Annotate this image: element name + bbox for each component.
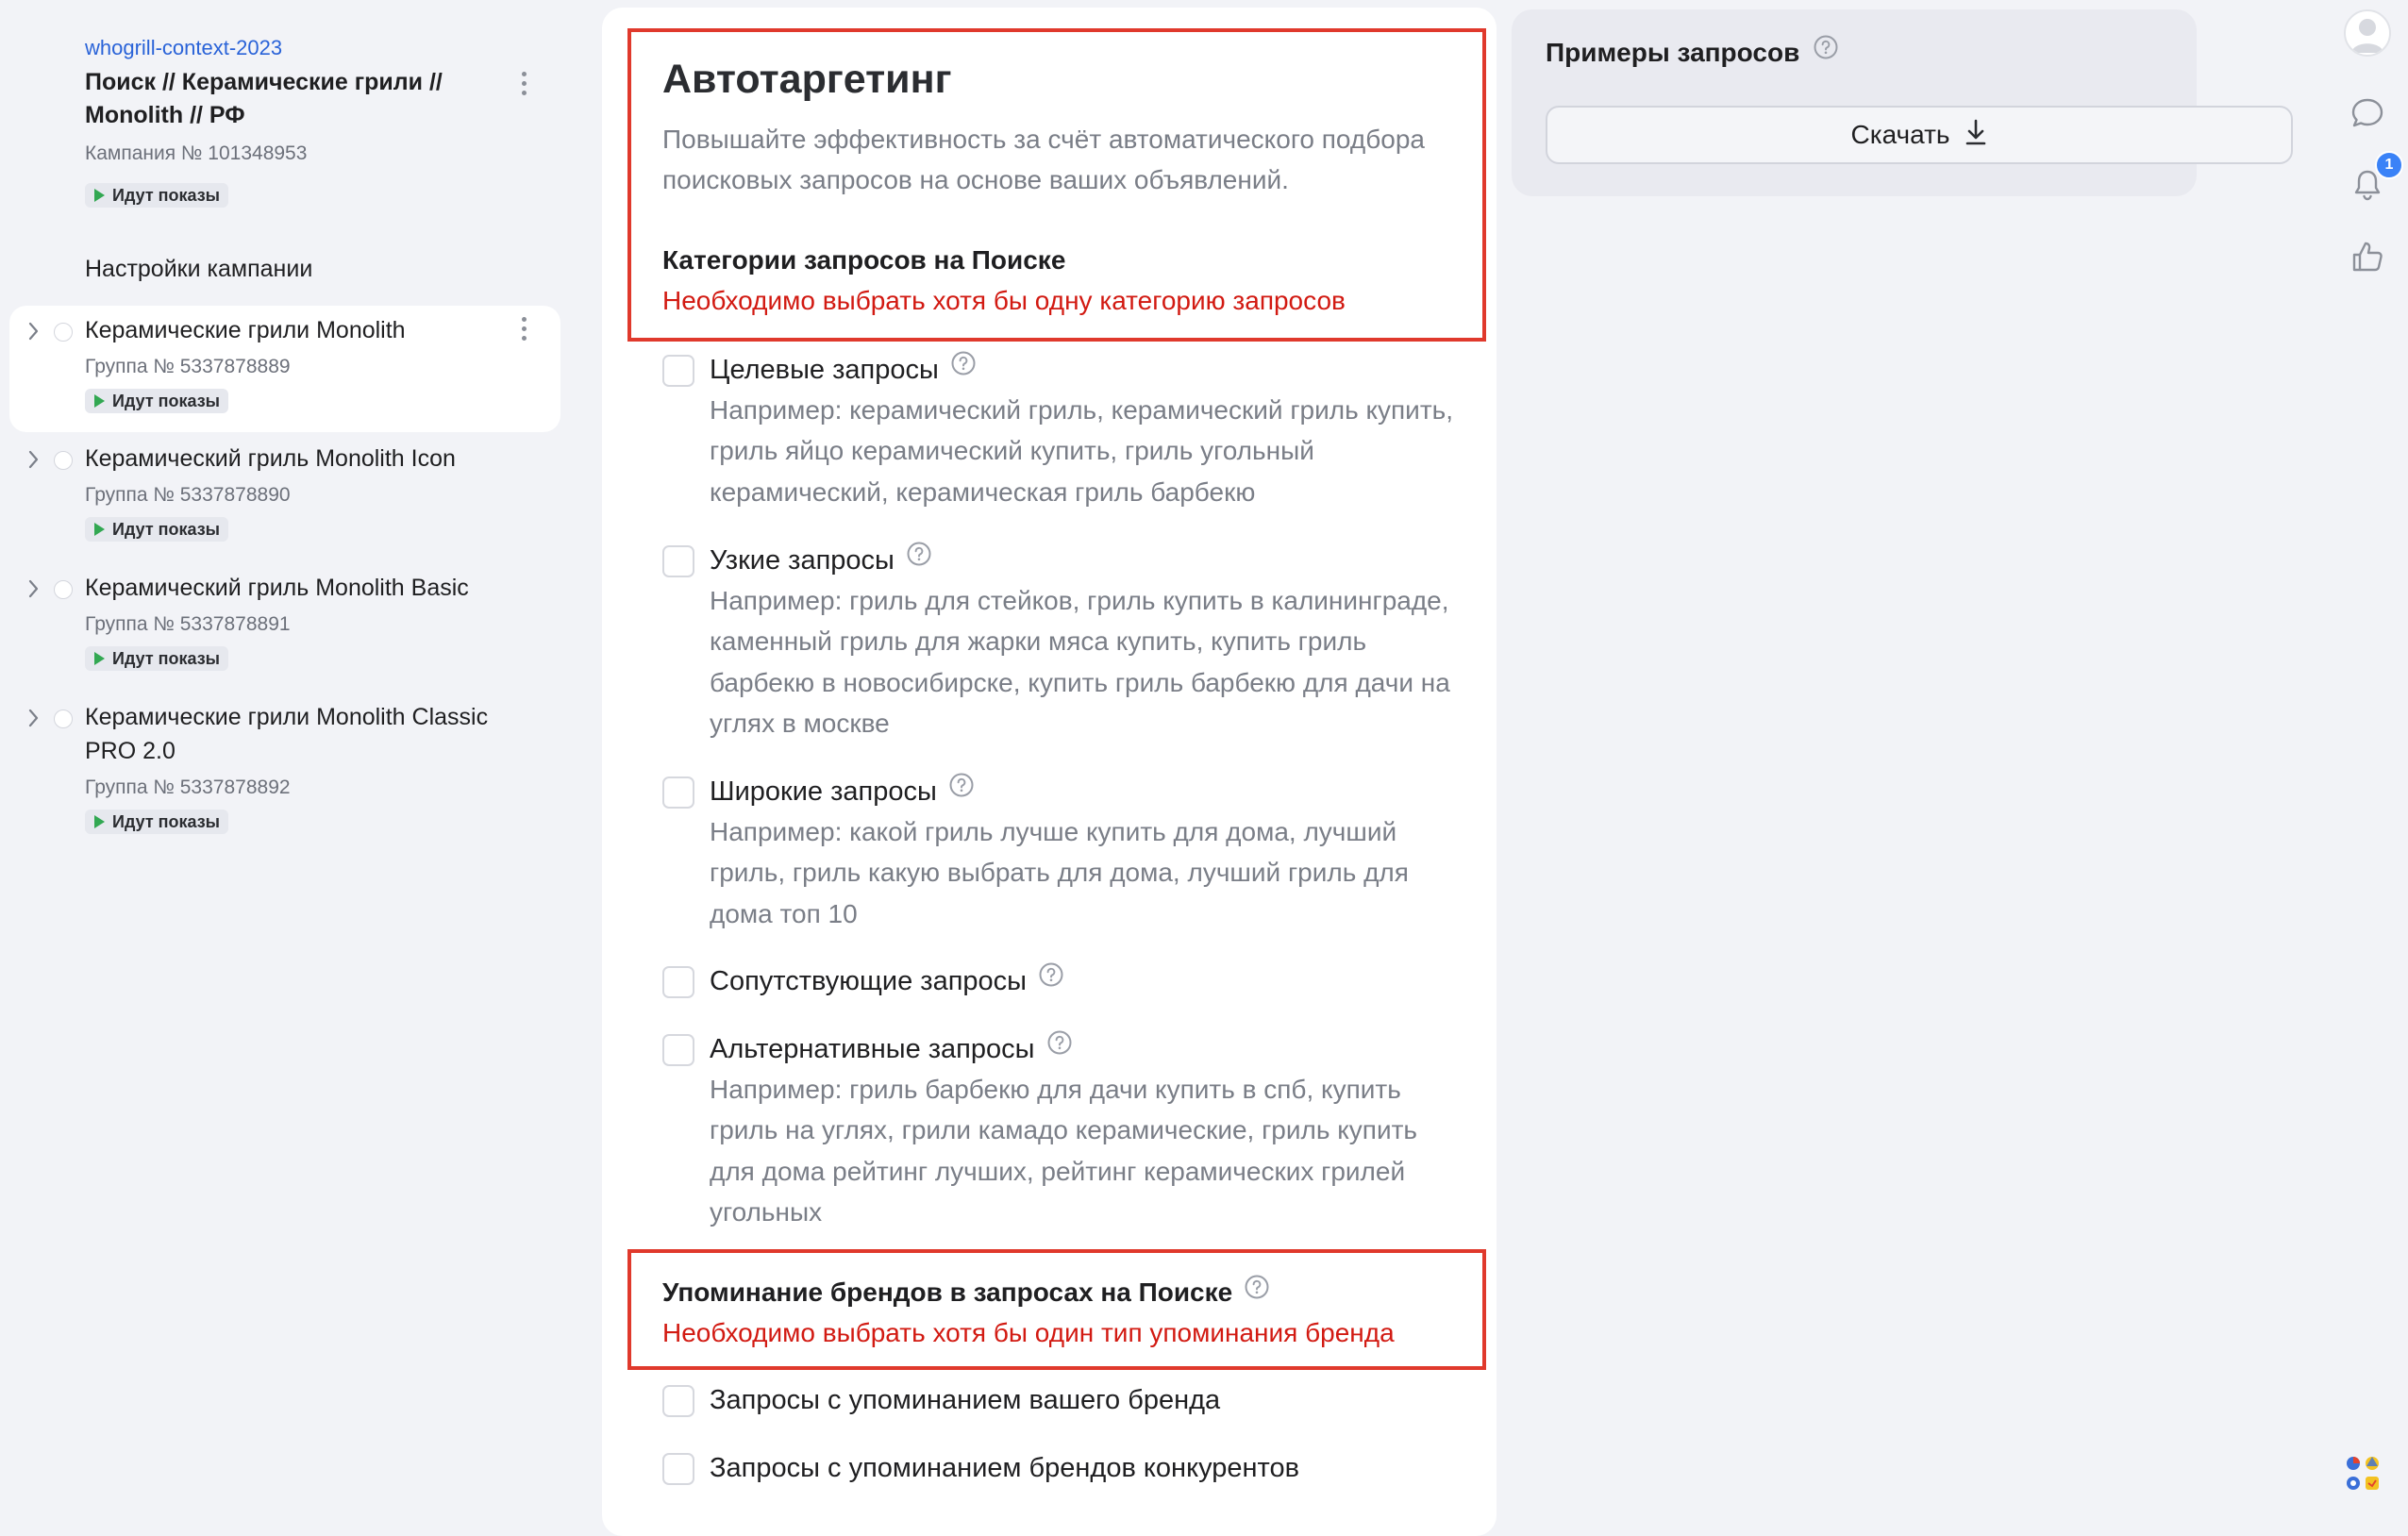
group-title[interactable]: Керамический гриль Monolith Icon [85,445,456,472]
chat-icon[interactable] [2349,94,2386,137]
group-title[interactable]: Керамические грили Monolith Classic PRO 2.0 [85,704,489,764]
group-status-badge [85,646,228,671]
campaign-title[interactable]: Поиск // Керамические грили // Monolith // РФ [85,69,443,128]
section-title: Автотаргетинг [662,57,952,102]
chevron-right-icon[interactable] [26,321,42,346]
help-icon[interactable] [1046,1027,1073,1068]
checkbox[interactable] [662,776,694,809]
option-label-row[interactable] [710,771,975,812]
campaign-login-link[interactable]: whogrill-context-2023 [85,36,283,59]
help-icon[interactable] [1038,959,1064,1000]
option-description: Например: гриль барбекю для дачи купить в спб, купить гриль на углях, грили камадо керамические, гриль купить для дома рейтинг лучших, рейтинг керамических грилей угольных [710,1075,1417,1227]
checkbox[interactable] [662,1453,694,1485]
sidebar-group-item[interactable] [9,563,560,686]
play-icon [94,815,105,828]
checkbox[interactable] [662,966,694,998]
group-number: Группа № 5337878892 [85,776,291,798]
group-status-text: Идут показы [112,391,221,410]
group-more-icon[interactable] [521,317,527,341]
group-number: Группа № 5337878890 [85,484,291,506]
help-icon[interactable] [1813,31,1839,73]
sidebar-group-item[interactable] [9,693,560,853]
brands-heading-text: Упоминание брендов в запросах на Поиске [662,1277,1233,1307]
option-description: Например: какой гриль лучше купить для дома, лучший гриль, гриль какую выбрать для дома, лучший гриль для дома топ 10 [710,817,1409,928]
query-examples-title-row [1546,32,1839,74]
option-label-row[interactable] [710,1028,1073,1070]
section-description: Повышайте эффективность за счёт автоматического подбора поисковых запросов на основе ваших объявлений. [662,125,1425,194]
option-label[interactable]: Узкие запросы [710,545,895,576]
categories-error: Необходимо выбрать хотя бы одну категорию запросов [662,286,1346,315]
brands-heading [662,1274,1270,1311]
option-description: Например: гриль для стейков, гриль купить в калининграде, каменный гриль для жарки мяса купить, купить гриль барбекю в новосибирске, купить гриль барбекю для дачи на углях в москве [710,586,1450,738]
chevron-right-icon[interactable] [26,578,42,604]
campaign-status-text: Идут показы [112,185,221,205]
sidebar [0,0,566,1511]
help-icon[interactable] [1244,1273,1270,1311]
option-label-row[interactable] [710,960,1064,1002]
query-examples-title: Примеры запросов [1546,38,1800,67]
play-icon [94,394,105,408]
option-label[interactable]: Запросы с упоминанием вашего бренда [710,1385,1221,1415]
checkbox[interactable] [662,545,694,577]
avatar[interactable] [2344,9,2391,57]
campaign-more-icon[interactable] [521,72,527,95]
group-status-text: Идут показы [112,811,221,831]
group-radio[interactable] [54,323,73,342]
download-icon [1964,118,1988,153]
download-button[interactable] [1546,106,2293,164]
campaign-settings-link[interactable]: Настройки кампании [85,256,313,282]
notifications-count-badge: 1 [2375,151,2403,179]
group-title[interactable]: Керамический гриль Monolith Basic [85,575,469,601]
help-icon[interactable] [948,769,975,810]
sidebar-group-item[interactable] [9,306,560,432]
group-radio[interactable] [54,710,73,728]
campaign-header [85,34,519,168]
option-label-row[interactable] [710,540,932,581]
chevron-right-icon[interactable] [26,449,42,475]
brands-error: Необходимо выбрать хотя бы один тип упоминания бренда [662,1318,1395,1347]
option-label[interactable]: Сопутствующие запросы [710,966,1028,996]
categories-heading: Категории запросов на Поиске [662,245,1066,275]
option-description: Например: керамический гриль, керамический гриль купить, гриль яйцо керамический купить, гриль угольный керамический, керамическая гриль барбекю [710,395,1454,507]
option-label-row[interactable] [710,349,977,391]
play-icon [94,652,105,665]
group-status-badge [85,389,228,413]
group-radio[interactable] [54,580,73,599]
group-status-badge [85,810,228,834]
group-number: Группа № 5337878891 [85,613,291,635]
group-status-text: Идут показы [112,519,221,539]
group-status-text: Идут показы [112,648,221,668]
group-radio[interactable] [54,451,73,470]
help-icon[interactable] [906,538,932,579]
download-button-label: Скачать [1850,120,1950,149]
campaign-number: Кампания № 101348953 [85,142,308,164]
group-number: Группа № 5337878889 [85,356,291,377]
app-logo-icon[interactable] [2344,1453,2382,1494]
checkbox[interactable] [662,1385,694,1417]
checkbox[interactable] [662,1034,694,1066]
chevron-right-icon[interactable] [26,708,42,733]
group-title[interactable]: Керамические грили Monolith [85,317,406,343]
checkbox[interactable] [662,355,694,387]
play-icon [94,523,105,536]
campaign-status-badge [85,183,228,208]
option-label[interactable]: Целевые запросы [710,355,939,385]
play-icon [94,189,105,202]
thumbs-up-icon[interactable] [2349,238,2386,280]
group-status-badge [85,517,228,542]
help-icon[interactable] [950,347,977,389]
option-label[interactable]: Широкие запросы [710,776,937,807]
sidebar-group-item[interactable] [9,434,560,557]
option-label[interactable]: Запросы с упоминанием брендов конкурентов [710,1453,1300,1483]
option-label[interactable]: Альтернативные запросы [710,1034,1035,1064]
